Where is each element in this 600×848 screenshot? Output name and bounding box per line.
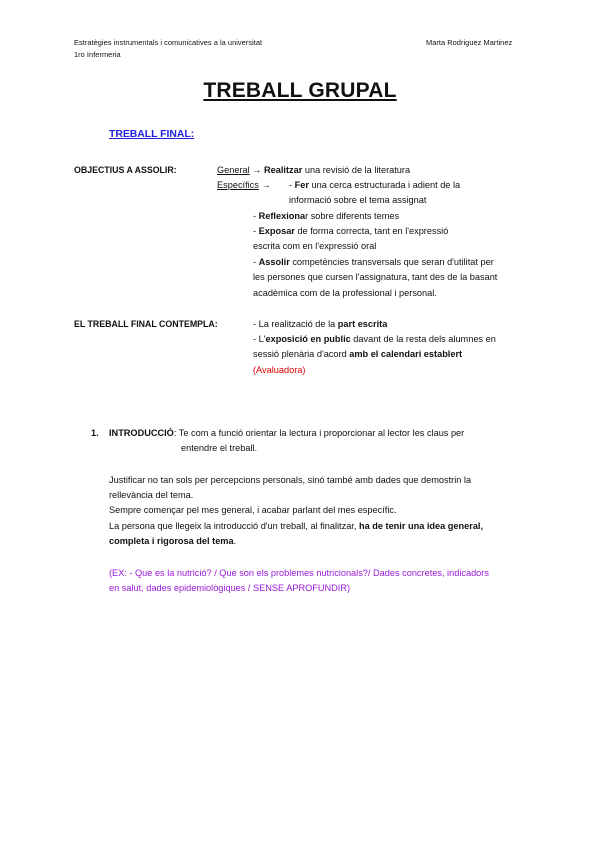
- objectiu-item-4-line2: les persones que cursen l'assignatura, tant des de la basant: [253, 272, 498, 282]
- contempla-item-2: [253, 332, 496, 348]
- item-dash: -: [289, 180, 295, 190]
- item-text: - La realització de la: [253, 319, 338, 329]
- intro-p2: Sempre començar pel mes general, i acabar parlant del mes específic.: [109, 505, 397, 515]
- arrow-icon: →: [252, 165, 262, 175]
- item-bold: part escrita: [337, 319, 388, 329]
- item-text: - L': [253, 334, 266, 344]
- item-dash: -: [253, 226, 259, 236]
- item-text: sessió plenària d'acord: [253, 349, 350, 359]
- intro-heading: INTRODUCCIÓ: [109, 428, 174, 438]
- intro-text: La persona que llegeix la introducció d'un treball, al finalitzar,: [109, 521, 359, 531]
- item-verb: Exposar: [258, 226, 295, 236]
- contempla-item-2-line2: [253, 347, 462, 363]
- objectiu-general: [217, 163, 410, 179]
- general-rest: una revisió de la literatura: [302, 165, 411, 175]
- objectiu-item-3: [253, 224, 448, 240]
- contempla-avaluadora: (Avaluadora): [253, 365, 306, 375]
- item-verb: Assolir: [258, 257, 290, 267]
- intro-example-line2: en salut, dades epidemiològiques / SENSE APROFUNDIR): [109, 583, 351, 593]
- item-verb: Reflexiona: [258, 211, 306, 221]
- intro-p3-line2: [109, 534, 236, 550]
- intro-number: 1.: [91, 428, 99, 438]
- general-key: General: [217, 165, 250, 175]
- item-text: davant de la resta dels alumnes en: [350, 334, 496, 344]
- general-verb: Realitzar: [264, 165, 303, 175]
- contempla-item-1: [253, 317, 387, 333]
- intro-p3-line1: [109, 519, 483, 535]
- contempla-label: EL TREBALL FINAL CONTEMPLA:: [74, 319, 218, 329]
- header-author: Marta Rodriguez Martinez: [426, 38, 513, 47]
- objectius-label: OBJECTIUS A ASSOLIR:: [74, 165, 177, 175]
- section-subtitle: TREBALL FINAL:: [109, 129, 195, 140]
- header-course: Estratègies instrumentals i comunicatives a la universitat: [74, 38, 263, 47]
- objectiu-item-4-line3: acadèmica com de la professional i personal.: [253, 288, 437, 298]
- intro-text: .: [233, 536, 237, 546]
- header-group: 1ro Infermeria: [74, 50, 121, 59]
- objectiu-item-2: [253, 209, 399, 225]
- intro-bold: ha de tenir una idea general,: [358, 521, 484, 531]
- intro-p1-line1: Justificar no tan sols per percepcions personals, sinó també amb dades que demostrin la: [109, 475, 472, 485]
- objectiu-item-4: [253, 255, 494, 271]
- arrow-icon: →: [261, 180, 271, 190]
- item-text: competències transversals que seran d'utilitat per: [289, 257, 494, 267]
- intro-p1-line2: rellevància del tema.: [109, 490, 194, 500]
- item-verb: Fer: [294, 180, 309, 190]
- item-dash: -: [253, 211, 259, 221]
- item-text: r sobre diferents temes: [305, 211, 400, 221]
- intro-bold: completa i rigorosa del tema: [109, 536, 234, 546]
- objectiu-especifics-key: [217, 178, 271, 194]
- item-bold: amb el calendari establert: [349, 349, 463, 359]
- intro-example-line1: (EX: - Que es la nutrició? / Que son els problemes nutricionals?/ Dades concretes, indicadors: [109, 568, 489, 578]
- item-text: una cerca estructurada i adient de la: [308, 180, 461, 190]
- objectiu-item-3-line2: escrita com en l'expressió oral: [253, 241, 377, 251]
- intro-heading-line: [109, 426, 464, 442]
- intro-text-line2: entendre el treball.: [181, 443, 258, 453]
- objectiu-item-1-line2: informació sobre el tema assignat: [289, 195, 427, 205]
- item-dash: -: [253, 257, 259, 267]
- page-title: TREBALL GRUPAL: [203, 79, 397, 102]
- intro-text: : Te com a funció orientar la lectura i proporcionar al lector les claus per: [173, 428, 465, 438]
- item-bold: exposició en public: [265, 334, 351, 344]
- item-text: de forma correcta, tant en l'expressió: [294, 226, 449, 236]
- especifics-key: Específics: [217, 180, 259, 190]
- objectiu-item-1: [289, 178, 460, 194]
